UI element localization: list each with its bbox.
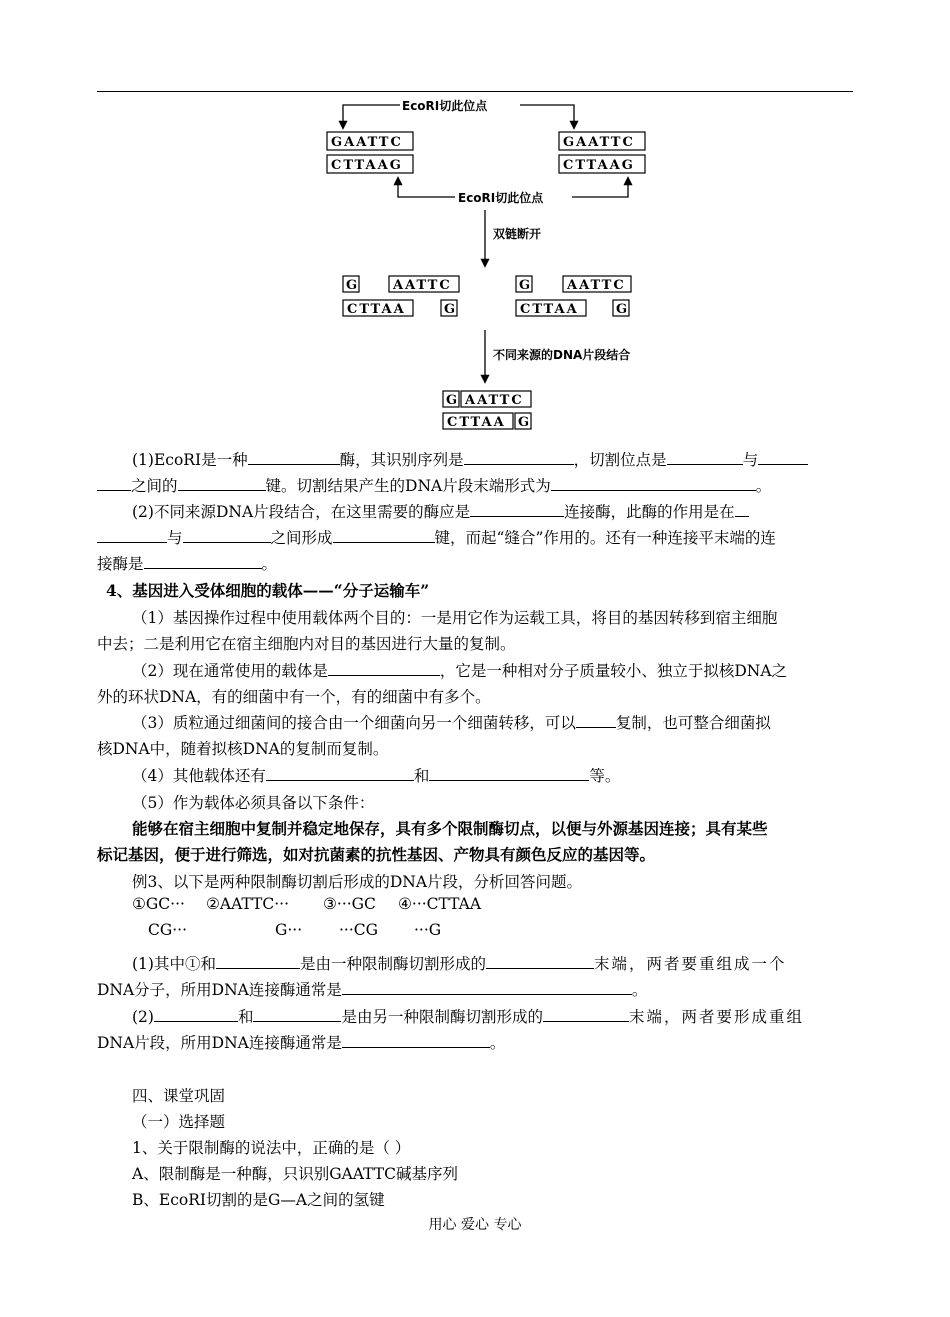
text: 。	[261, 555, 278, 573]
fragment-4-top: ④···CTTAA	[398, 895, 482, 913]
text: DNA片段，所用DNA连接酶通常是	[97, 1034, 342, 1052]
blank[interactable]	[183, 528, 271, 543]
blank[interactable]	[144, 554, 262, 569]
conditions-line1: 能够在宿主细胞中复制并稳定地保存，具有多个限制酶切点，以便与外源基因连接；具有某些	[132, 819, 768, 838]
text: 酶，其识别序列是	[339, 451, 464, 469]
fragment-4-bottom: ···G	[414, 921, 442, 939]
right-dna-strand	[559, 132, 645, 173]
para-4-1-line1: （1）基因操作过程中使用载体两个目的：一是用它作为运载工具，将目的基因转移到宿主细胞	[132, 609, 778, 627]
left-sticky-fragments	[343, 276, 459, 317]
text: 和	[237, 1008, 254, 1026]
right-frag-aattc: AATTC	[567, 278, 626, 293]
blank[interactable]	[216, 954, 300, 969]
text: 。	[631, 981, 648, 999]
blank[interactable]	[735, 502, 749, 517]
blank[interactable]	[429, 766, 589, 781]
text: ，它是一种相对分子质量较小、独立于拟核DNA之	[439, 662, 788, 680]
blank[interactable]	[464, 450, 574, 465]
choice-questions-heading: （一）选择题	[132, 1113, 226, 1131]
blank[interactable]	[576, 713, 616, 728]
q2-line2	[97, 525, 855, 551]
para-4-2-line2: 外的环状DNA，有的细菌中有一个，有的细菌中有多个。	[97, 688, 491, 706]
blank[interactable]	[543, 1007, 629, 1022]
text: (1)EcoRI是一种	[132, 451, 248, 469]
right-frag-cttaa: CTTAA	[520, 302, 579, 317]
para-4-2-line1	[132, 658, 855, 684]
para-4-5: （5）作为载体必须具备以下条件：	[132, 794, 375, 812]
recomb-aattc: AATTC	[465, 393, 524, 408]
ex-q1-line1	[132, 951, 855, 977]
text: 。	[489, 1034, 506, 1052]
left-seq-bottom: CTTAAG	[331, 158, 403, 173]
blank[interactable]	[551, 476, 756, 491]
blank[interactable]	[333, 528, 435, 543]
top-cut-label: EcoRⅠ切此位点	[402, 99, 488, 113]
blank[interactable]	[486, 954, 594, 969]
left-frag-aattc: AATTC	[393, 278, 452, 293]
text: 之间形成	[270, 529, 333, 547]
q1-line2	[97, 473, 855, 499]
blank[interactable]	[667, 450, 743, 465]
text: 。	[755, 477, 772, 495]
text: 键，而起“缝合”作用的。还有一种连接平末端的连	[434, 529, 776, 547]
blank[interactable]	[248, 450, 340, 465]
text: （4）其他载体还有	[132, 767, 266, 785]
recomb-cttaa: CTTAA	[447, 415, 506, 430]
para-4-4	[132, 763, 855, 789]
fragment-3-top: ③···GC	[323, 895, 376, 913]
blank[interactable]	[758, 450, 808, 465]
recombined-dna	[443, 391, 531, 430]
para-4-3-line1	[132, 710, 855, 736]
para-4-3-line2: 核DNA中，随着拟核DNA的复制而复制。	[97, 740, 389, 758]
text: 等。	[589, 767, 621, 785]
conditions-line2: 标记基因，便于进行筛选，如对抗菌素的抗性基因、产物具有颜色反应的基因等。	[97, 845, 656, 864]
question-1: 1、关于限制酶的说法中，正确的是（ ）	[132, 1139, 411, 1157]
q1-line1	[132, 447, 855, 473]
left-frag-g-top: G	[346, 278, 358, 293]
text: 与	[742, 451, 759, 469]
ex-q2-line2	[97, 1030, 855, 1056]
fragment-2-bottom: G···	[275, 921, 303, 939]
text: (1)其中①和	[132, 955, 216, 973]
fragment-3-bottom: ···CG	[339, 921, 379, 939]
recomb-g-bottom: G	[518, 415, 530, 430]
left-dna-strand	[327, 132, 413, 173]
text: ，切割位点是	[573, 451, 667, 469]
fragment-2-top: ②AATTC···	[206, 895, 290, 913]
text: 是由另一种限制酶切割形成的	[341, 1008, 543, 1026]
right-sticky-fragments	[516, 276, 631, 317]
text: 之间的	[131, 477, 178, 495]
right-frag-g-bottom: G	[616, 302, 628, 317]
q2-line1	[132, 499, 855, 525]
blank[interactable]	[342, 1033, 490, 1048]
blank[interactable]	[328, 661, 440, 676]
example-3-intro: 例3、以下是两种限制酶切割后形成的DNA片段，分析回答问题。	[132, 873, 583, 891]
blank[interactable]	[253, 1007, 341, 1022]
section-4-heading: 4、基因进入受体细胞的载体——“分子运输车”	[106, 581, 430, 600]
blank[interactable]	[342, 980, 632, 995]
text: 和	[413, 767, 430, 785]
ecori-cut-diagram	[0, 0, 950, 440]
text: (2)	[132, 1008, 154, 1026]
blank[interactable]	[97, 476, 131, 491]
right-frag-g-top: G	[519, 278, 531, 293]
option-b[interactable]: B、EcoRI切割的是G—A之间的氢键	[132, 1191, 385, 1209]
text: 键。切割结果产生的DNA片段末端形式为	[265, 477, 551, 495]
text: DNA分子，所用DNA连接酶通常是	[97, 981, 342, 999]
fragment-1-bottom: CG···	[148, 921, 188, 939]
section-review-heading: 四、课堂巩固	[132, 1087, 226, 1105]
text: （3）质粒通过细菌间的接合由一个细菌向另一个细菌转移，可以	[132, 714, 576, 732]
blank[interactable]	[266, 766, 414, 781]
text: 连接酶，此酶的作用是在	[564, 503, 735, 521]
text: (2)不同来源DNA片段结合，在这里需要的酶应是	[132, 503, 471, 521]
text: 末端，两者要形成重组	[629, 1008, 805, 1026]
ex-q2-line1	[132, 1004, 855, 1030]
step2-label: 不同来源的DNA片段结合	[493, 348, 631, 362]
text: 与	[167, 529, 183, 547]
fragment-1-top: ①GC···	[132, 895, 185, 913]
blank[interactable]	[97, 528, 167, 543]
text: （2）现在通常使用的载体是	[132, 662, 328, 680]
para-4-1-line2: 中去；二是利用它在宿主细胞内对目的基因进行大量的复制。	[97, 635, 516, 653]
text: 接酶是	[97, 555, 144, 573]
blank[interactable]	[154, 1007, 238, 1022]
page-footer: 用心 爱心 专心	[428, 1217, 522, 1233]
left-seq-top: GAATTC	[331, 135, 403, 150]
blank[interactable]	[470, 502, 564, 517]
right-seq-top: GAATTC	[563, 135, 635, 150]
right-seq-bottom: CTTAAG	[563, 158, 635, 173]
text: 复制，也可整合细菌拟	[615, 714, 771, 732]
step1-label: 双链断开	[493, 227, 542, 241]
left-frag-g-bottom: G	[444, 302, 456, 317]
left-frag-cttaa: CTTAA	[347, 302, 406, 317]
blank[interactable]	[178, 476, 266, 491]
q2-line3	[97, 551, 855, 577]
bottom-cut-label: EcoRⅠ切此位点	[458, 191, 544, 205]
text: 是由一种限制酶切割形成的	[299, 955, 486, 973]
recomb-g-top: G	[446, 393, 458, 408]
ex-q1-line2	[97, 977, 855, 1003]
text: 末端，两者要重组成一个	[593, 955, 787, 973]
option-a[interactable]: A、限制酶是一种酶，只识别GAATTC碱基序列	[132, 1165, 458, 1183]
